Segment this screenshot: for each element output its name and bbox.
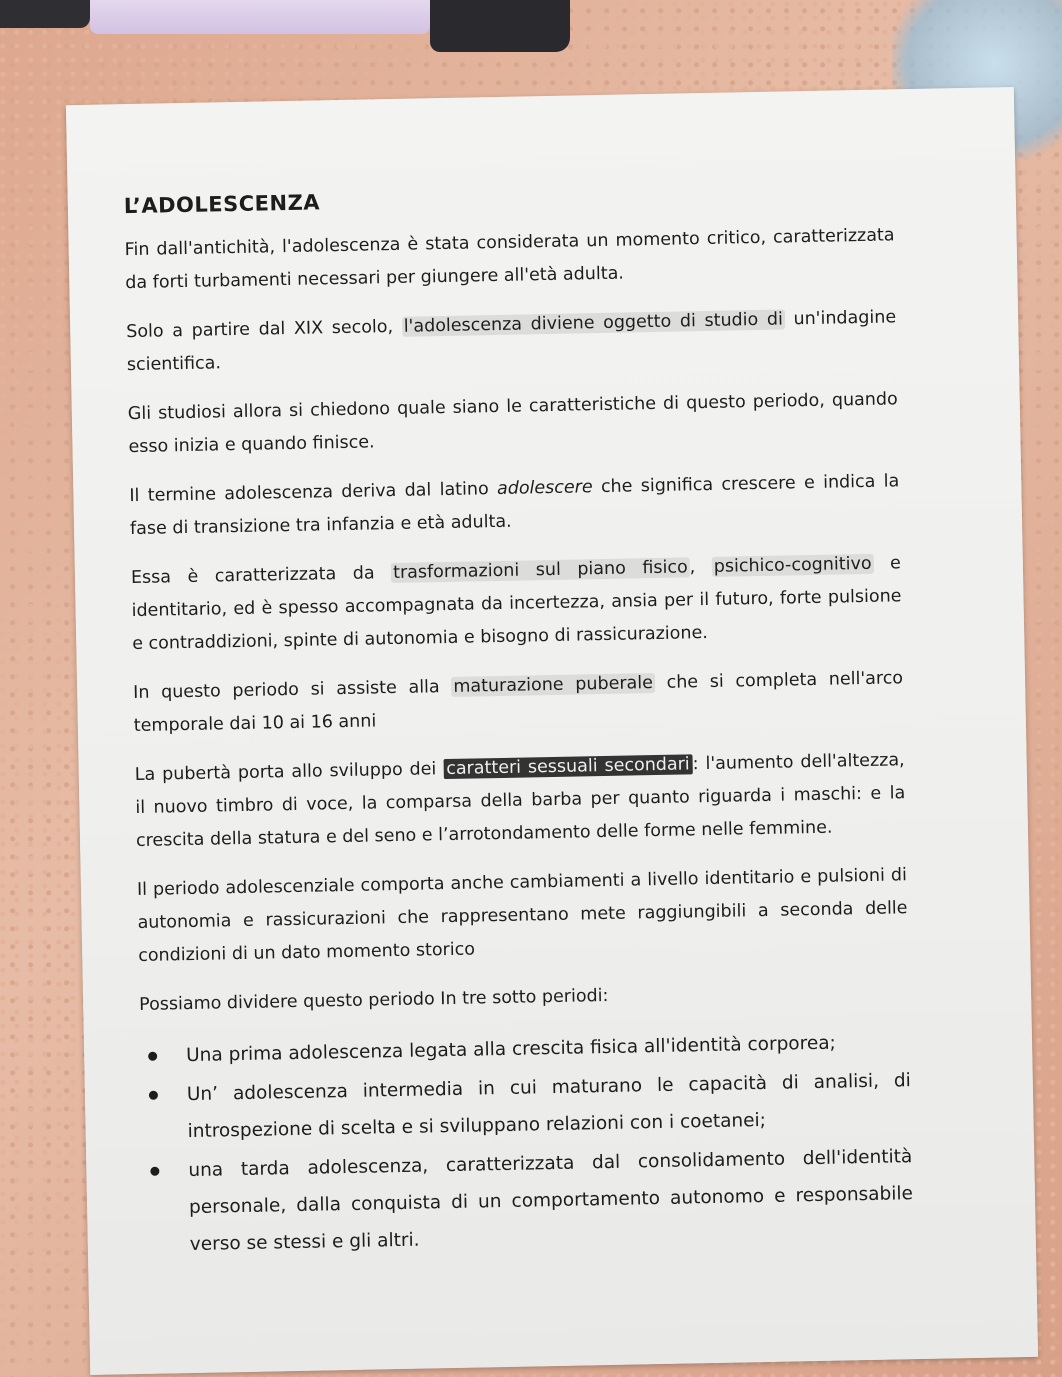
document-content (124, 179, 914, 1266)
list-item-text: Un’ adolescenza intermedia in cui maturano le capacità di analisi, di introspezione di scelta e si sviluppano relazioni con i coetanei; (186, 1070, 911, 1143)
marker-cap (0, 0, 90, 28)
p4-text-after: che significa crescere e indica la fase di transizione tra infanzia e età adulta. (129, 471, 900, 540)
list-item (142, 1138, 914, 1264)
p5-text-mid: , (689, 556, 712, 578)
p2-highlight: l'adolescenza diviene oggetto di studio di (403, 309, 784, 337)
highlighter-marker (90, 0, 430, 34)
list-item-text: una tarda adolescenza, caratterizzata dal consolidamento dell'identità personale, dalla conquista di un comportamento autonomo e responsabile verso se stessi e gli altri. (188, 1146, 914, 1256)
bullet-icon (150, 1167, 159, 1176)
p4-text-before: Il termine adolescenza deriva dal latino (129, 479, 498, 507)
bullet-icon (149, 1091, 158, 1100)
sub-period-list (140, 1023, 914, 1264)
p4-latin-word: adolescere (496, 477, 593, 500)
paragraph-5 (131, 547, 903, 661)
document-title: L’ADOLESCENZA (123, 190, 321, 219)
paragraph-1: Fin dall'antichità, l'adolescenza è stata considerata un momento critico, caratterizzata da forti turbamenti necessari per giungere all'età adulta. (124, 225, 895, 294)
p5-highlight-cognitive: psichico-cognitivo (713, 553, 872, 577)
p6-text-before: In questo periodo si assiste alla (133, 676, 452, 704)
paper-sheet (66, 87, 1038, 1375)
paragraph-8: Il periodo adolescenziale comporta anche cambiamenti a livello identitario e pulsioni di autonomia e rassicurazioni che rappresentano mete raggiungibili a seconda delle condizioni di un dato momento storico (136, 865, 908, 966)
paragraph-2 (126, 301, 897, 382)
p5-text-before: Essa è caratterizzata da (130, 563, 392, 589)
paragraph-3: Gli studiosi allora si chiedono quale siano le caratteristiche di questo periodo, quando esso inizia e quando finisce. (127, 389, 898, 458)
p7-text-after: : l'aumento dell'altezza, il nuovo timbro di voce, la comparsa della barba per quanto riguarda i maschi: e la crescita della statura e del seno e l’arrotondamento delle forme nelle femmine. (135, 750, 906, 852)
p6-text-after: che si completa nell'arco temporale dai 10 ai 16 anni (133, 668, 904, 737)
paragraph-9: Possiamo dividere questo periodo In tre sotto periodi: (138, 985, 609, 1015)
p2-text-before: Solo a partire dal XIX secolo, (126, 316, 402, 343)
p7-highlight: caratteri sessuali secondari (443, 754, 693, 779)
p5-highlight-physical: trasformazioni sul piano fisico (392, 557, 688, 584)
paragraph-6 (133, 662, 904, 743)
marker-end-cap (430, 0, 570, 52)
paragraph-4 (129, 465, 900, 546)
p5-text-after: e identitario, ed è spesso accompagnata da incertezza, ansia per il futuro, forte pulsione e contraddizioni, spinte di autonomia e bisogno di rassicurazione. (131, 553, 902, 655)
p7-text-before: La pubertà porta allo sviluppo dei (134, 759, 444, 786)
paragraph-7 (134, 744, 906, 858)
list-item-text: Una prima adolescenza legata alla crescita fisica all'identità corporea; (185, 1032, 836, 1067)
p6-highlight: maturazione puberale (453, 673, 654, 697)
bullet-icon (148, 1052, 157, 1061)
list-item (141, 1062, 912, 1151)
p2-text-after: un'indagine scientifica. (126, 307, 897, 376)
